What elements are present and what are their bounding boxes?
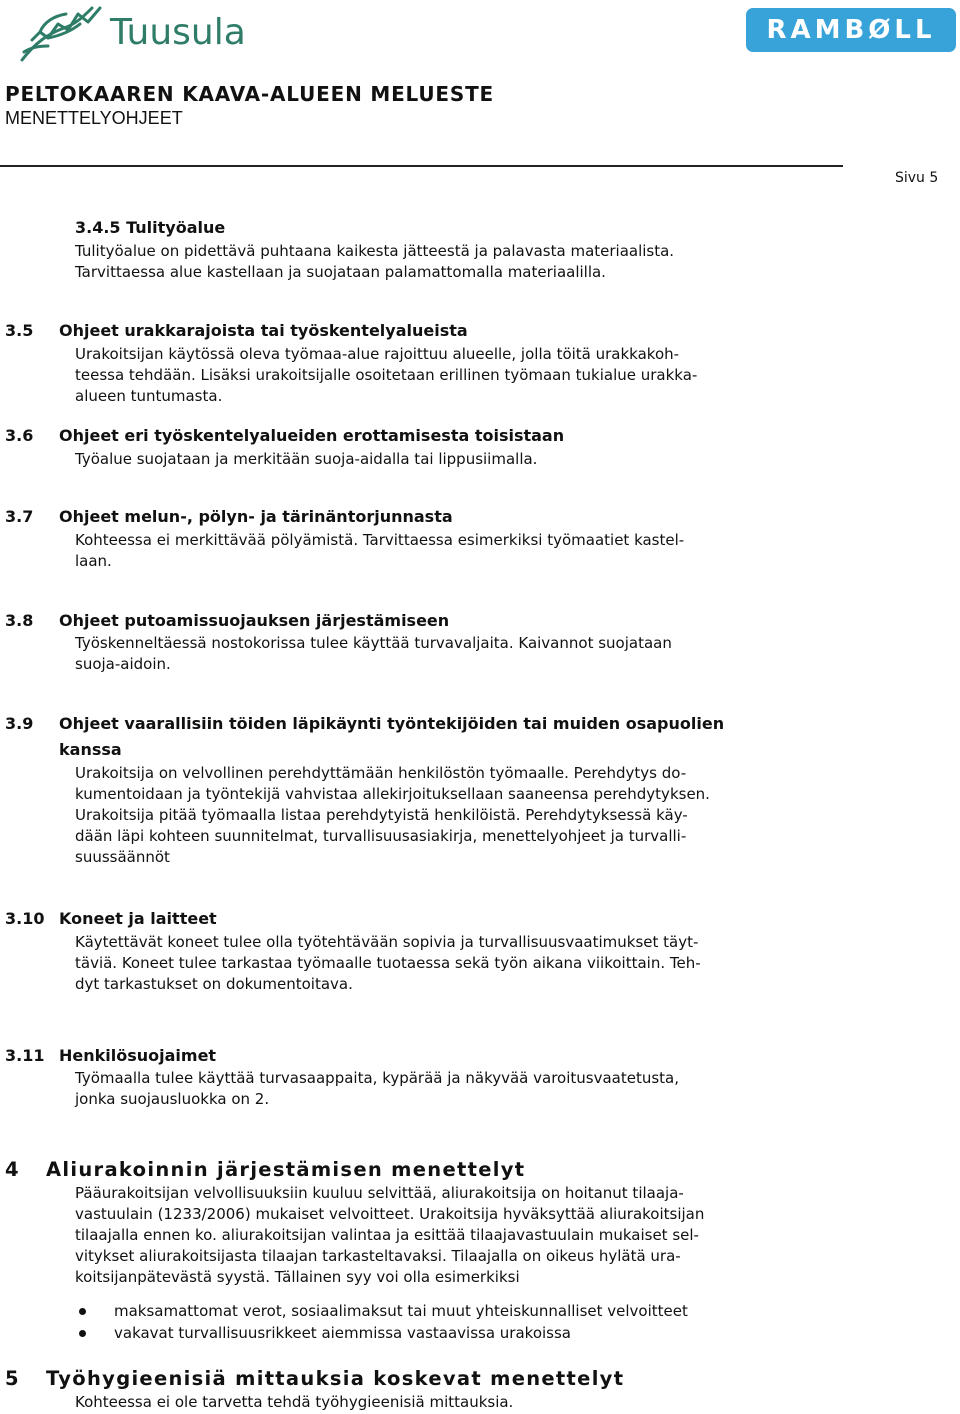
- section-number-3-10: 3.10: [5, 909, 45, 928]
- section-body-3-9: Urakoitsija on velvollinen perehdyttämään henkilöstön työmaalle. Perehdytys do- kumentoidaan ja työntekijä vahvistaa allekirjoituksellaan saaneensa perehdytyksen. Urakoitsija pitää työmaalla listaa perehdytyistä henkilöistä. Perehdytyksessä käy- dään läpi kohteen suunnitelmat, turvallisuusasiakirja, menettelyohjeet ja turvalli- suussäännöt: [75, 764, 710, 866]
- section-number-3-6: 3.6: [5, 426, 34, 445]
- ramboll-logo: [746, 8, 956, 52]
- section-body-3-5: Urakoitsijan käytössä oleva työmaa-alue rajoittuu alueelle, jolla töitä urakkakoh- teessa tehdään. Lisäksi urakoitsijalle osoitetaan erillinen työmaan tukialue urakka- alueen tuntumasta.: [75, 345, 698, 405]
- chapter-heading-4: Aliurakoinnin järjestämisen menettelyt: [46, 1158, 526, 1181]
- tuusula-logo: [18, 2, 298, 64]
- section-body-3-4-5: Tulityöalue on pidettävä puhtaana kaikesta jätteestä ja palavasta materiaalista. Tarvittaessa alue kastellaan ja suojataan palamattomalla materiaalilla.: [75, 242, 675, 281]
- svg-text:Tuusula: Tuusula: [110, 12, 246, 53]
- page-number: Sivu 5: [895, 170, 939, 186]
- section-number-3-8: 3.8: [5, 611, 34, 630]
- section-heading-3-9-cont: kanssa: [59, 740, 122, 759]
- chapter-number-4: 4: [5, 1158, 20, 1181]
- section-heading-3-8: Ohjeet putoamissuojauksen järjestämiseen: [59, 611, 450, 630]
- section-number-3-5: 3.5: [5, 321, 34, 340]
- section-number-3-11: 3.11: [5, 1046, 45, 1065]
- section-heading-3-7: Ohjeet melun-, pölyn- ja tärinäntorjunnasta: [59, 507, 453, 526]
- chapter-body-5: Kohteessa ei ole tarvetta tehdä työhygieenisiä mittauksia.: [75, 1393, 514, 1411]
- section-body-3-6: Työalue suojataan ja merkitään suoja-aidalla tai lippusiimalla.: [75, 450, 538, 468]
- section-heading-3-11: Henkilösuojaimet: [59, 1046, 217, 1065]
- section-heading-3-4-5: 3.4.5 Tulityöalue: [75, 218, 226, 237]
- section-number-3-9: 3.9: [5, 714, 34, 733]
- section-number-3-7: 3.7: [5, 507, 34, 526]
- ramboll-logo-text: RAMBØLL: [766, 15, 936, 45]
- document-subtitle: MENETTELYOHJEET: [5, 108, 183, 128]
- section-heading-3-10: Koneet ja laitteet: [59, 909, 217, 928]
- section-body-3-10: Käytettävät koneet tulee olla työtehtävään sopivia ja turvallisuusvaatimukset täyt- täviä. Koneet tulee tarkastaa työmaalle tuotaessa sekä työn aikana viikoittain. Teh- dyt tarkastukset on dokumentoitava.: [75, 933, 701, 993]
- section-body-3-7: Kohteessa ei merkittävää pölyämistä. Tarvittaessa esimerkiksi työmaatiet kastel- laan.: [75, 531, 685, 570]
- section-heading-3-9: Ohjeet vaarallisiin töiden läpikäynti työntekijöiden tai muiden osapuolien: [59, 714, 725, 733]
- section-heading-3-5: Ohjeet urakkarajoista tai työskentelyalueista: [59, 321, 468, 340]
- header-rule: [0, 165, 843, 167]
- section-body-3-11: Työmaalla tulee käyttää turvasaappaita, kypärää ja näkyvää varoitusvaatetusta, jonka suojausluokka on 2.: [75, 1069, 680, 1108]
- bullet-icon: [79, 1330, 86, 1337]
- bullet-item: maksamattomat verot, sosiaalimaksut tai muut yhteiskunnalliset velvoitteet: [114, 1302, 688, 1320]
- chapter-number-5: 5: [5, 1367, 20, 1390]
- chapter-body-4: Pääurakoitsijan velvollisuuksiin kuuluu selvittää, aliurakoitsija on hoitanut tilaaja- vastuulain (1233/2006) mukaiset velvoitteet. Urakoitsija hyväksyttää aliurakoitsijan tilaajalla ennen ko. aliurakoitsijan valintaa ja esittää tilaajavastuulain mukaiset sel- vitykset aliurakoitsijasta tilaajan tarkasteltavaksi. Tilaajalla on oikeus hylätä ura- koitsijanpätevästä syystä. Tällainen syy voi olla esimerkiksi: [75, 1184, 705, 1286]
- chapter-heading-5: Työhygieenisiä mittauksia koskevat menettelyt: [46, 1367, 625, 1390]
- section-body-3-8: Työskenneltäessä nostokorissa tulee käyttää turvavaljaita. Kaivannot suojataan suoja-aidoin.: [75, 634, 672, 673]
- bullet-icon: [79, 1308, 86, 1315]
- document-title: PELTOKAAREN KAAVA-ALUEEN MELUESTE: [5, 82, 494, 106]
- bullet-item: vakavat turvallisuusrikkeet aiemmissa vastaavissa urakoissa: [114, 1324, 571, 1342]
- section-heading-3-6: Ohjeet eri työskentelyalueiden erottamisesta toisistaan: [59, 426, 565, 445]
